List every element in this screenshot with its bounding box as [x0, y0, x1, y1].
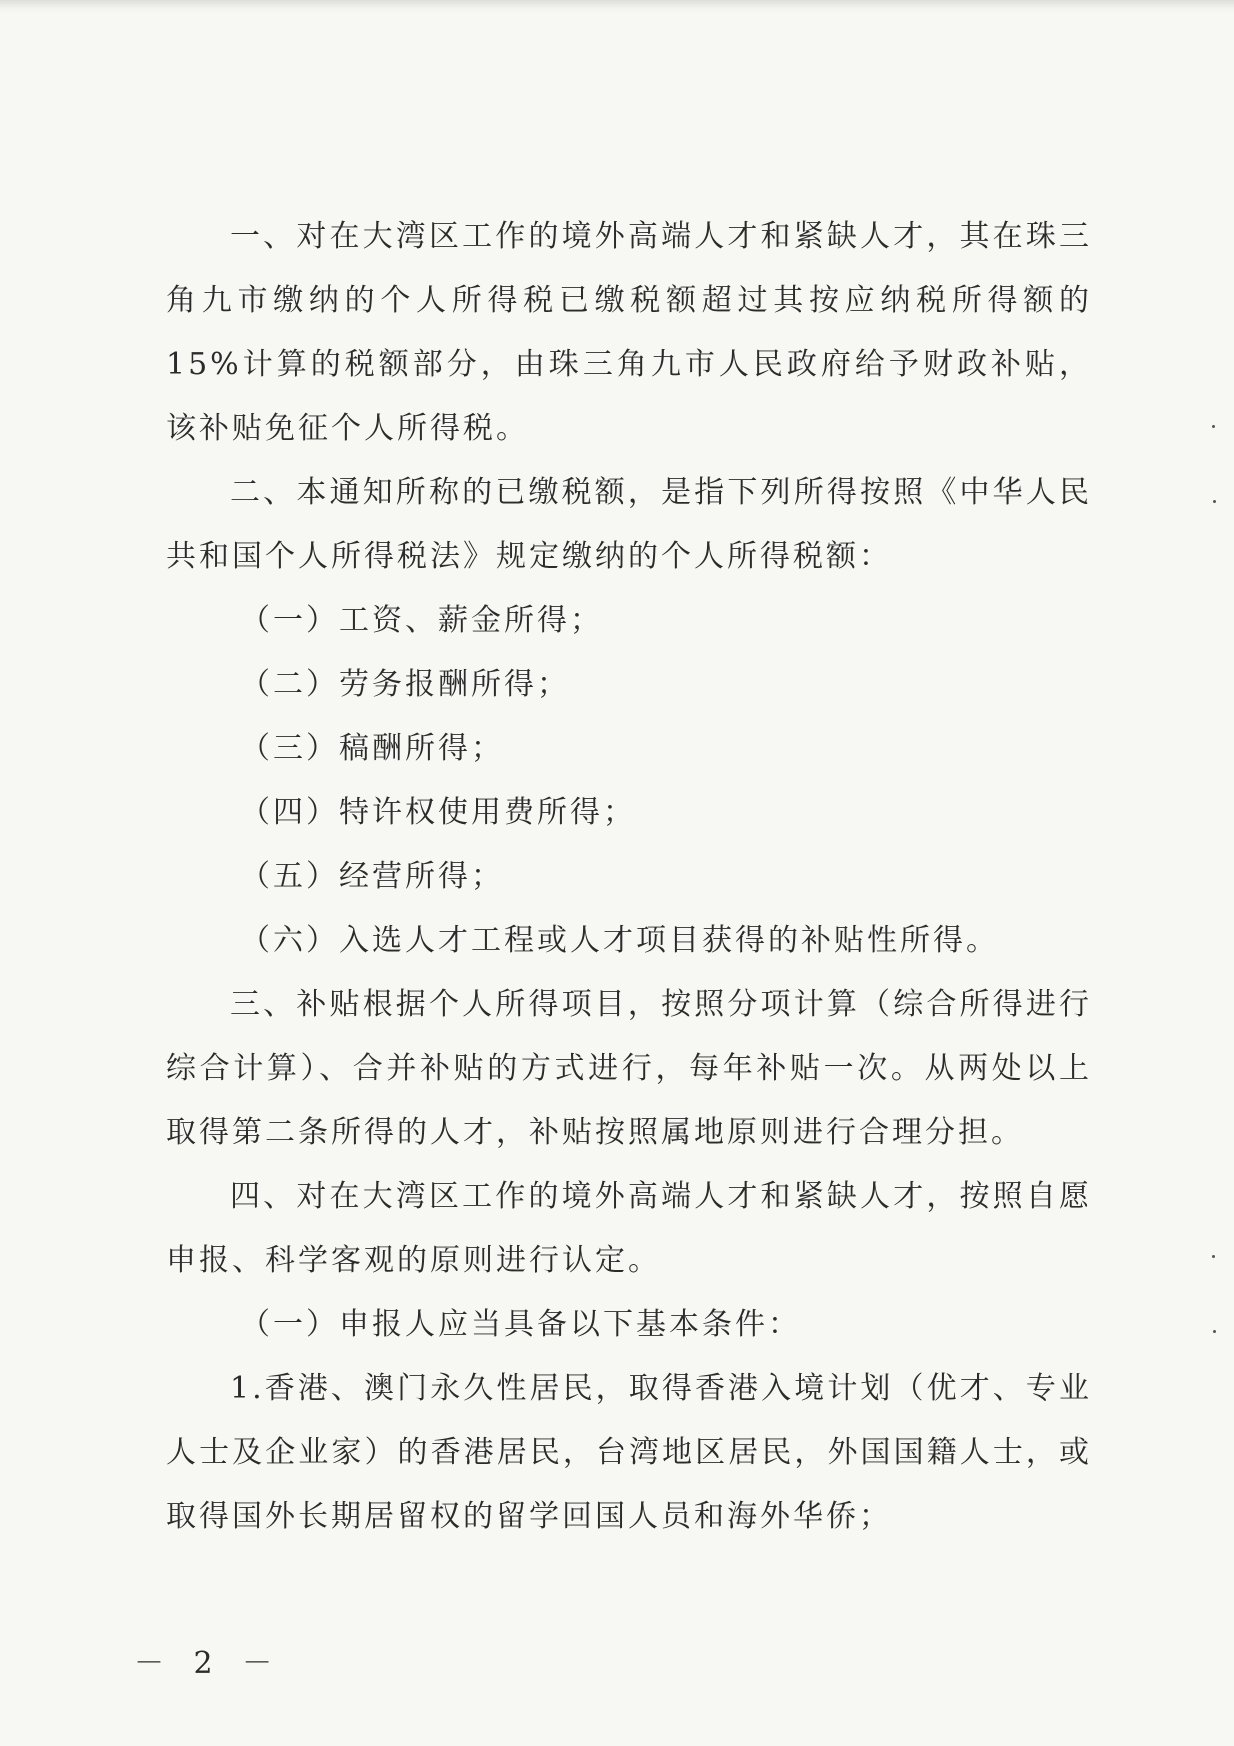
scan-speck	[1213, 500, 1216, 503]
list-item-basic-conditions: （一）申报人应当具备以下基本条件：	[240, 1307, 801, 1342]
paragraph-subsidy-rule: 一、对在大湾区工作的境外高端人才和紧缺人才，其在珠三角九市缴纳的个人所得税已缴税额超过其按应纳税所得额的15%计算的税额部分，由珠三角九市人民政府给予财政补贴，该补贴免征个人所得税。	[166, 219, 1092, 446]
scan-speck	[1213, 1330, 1216, 1333]
scan-speck	[1212, 1255, 1215, 1258]
list-item-royalties: （三）稿酬所得；	[240, 731, 504, 766]
list-item-talent-subsidy: （六）入选人才工程或人才项目获得的补贴性所得。	[240, 923, 999, 958]
paragraph-calculation-method: 三、补贴根据个人所得项目，按照分项计算（综合所得进行综合计算）、合并补贴的方式进行，每年补贴一次。从两处以上取得第二条所得的人才，补贴按照属地原则进行合理分担。	[166, 987, 1092, 1150]
list-item-business-income: （五）经营所得；	[240, 859, 504, 894]
paragraph-recognition-principle: 四、对在大湾区工作的境外高端人才和紧缺人才，按照自愿申报、科学客观的原则进行认定。	[166, 1179, 1092, 1278]
list-item-labor-remuneration: （二）劳务报酬所得；	[240, 667, 570, 702]
list-item-franchise-fees: （四）特许权使用费所得；	[240, 795, 636, 830]
document-body	[166, 205, 1092, 1549]
page-number: － 2 －	[134, 1646, 283, 1681]
list-item-wages: （一）工资、薪金所得；	[240, 603, 603, 638]
paragraph-condition-residency: 1.香港、澳门永久性居民，取得香港入境计划（优才、专业人士及企业家）的香港居民，台湾地区居民，外国国籍人士，或取得国外长期居留权的留学回国人员和海外华侨；	[166, 1371, 1092, 1534]
paragraph-tax-definition: 二、本通知所称的已缴税额，是指下列所得按照《中华人民共和国个人所得税法》规定缴纳的个人所得税额：	[166, 475, 1092, 574]
scan-speck	[1212, 425, 1215, 428]
